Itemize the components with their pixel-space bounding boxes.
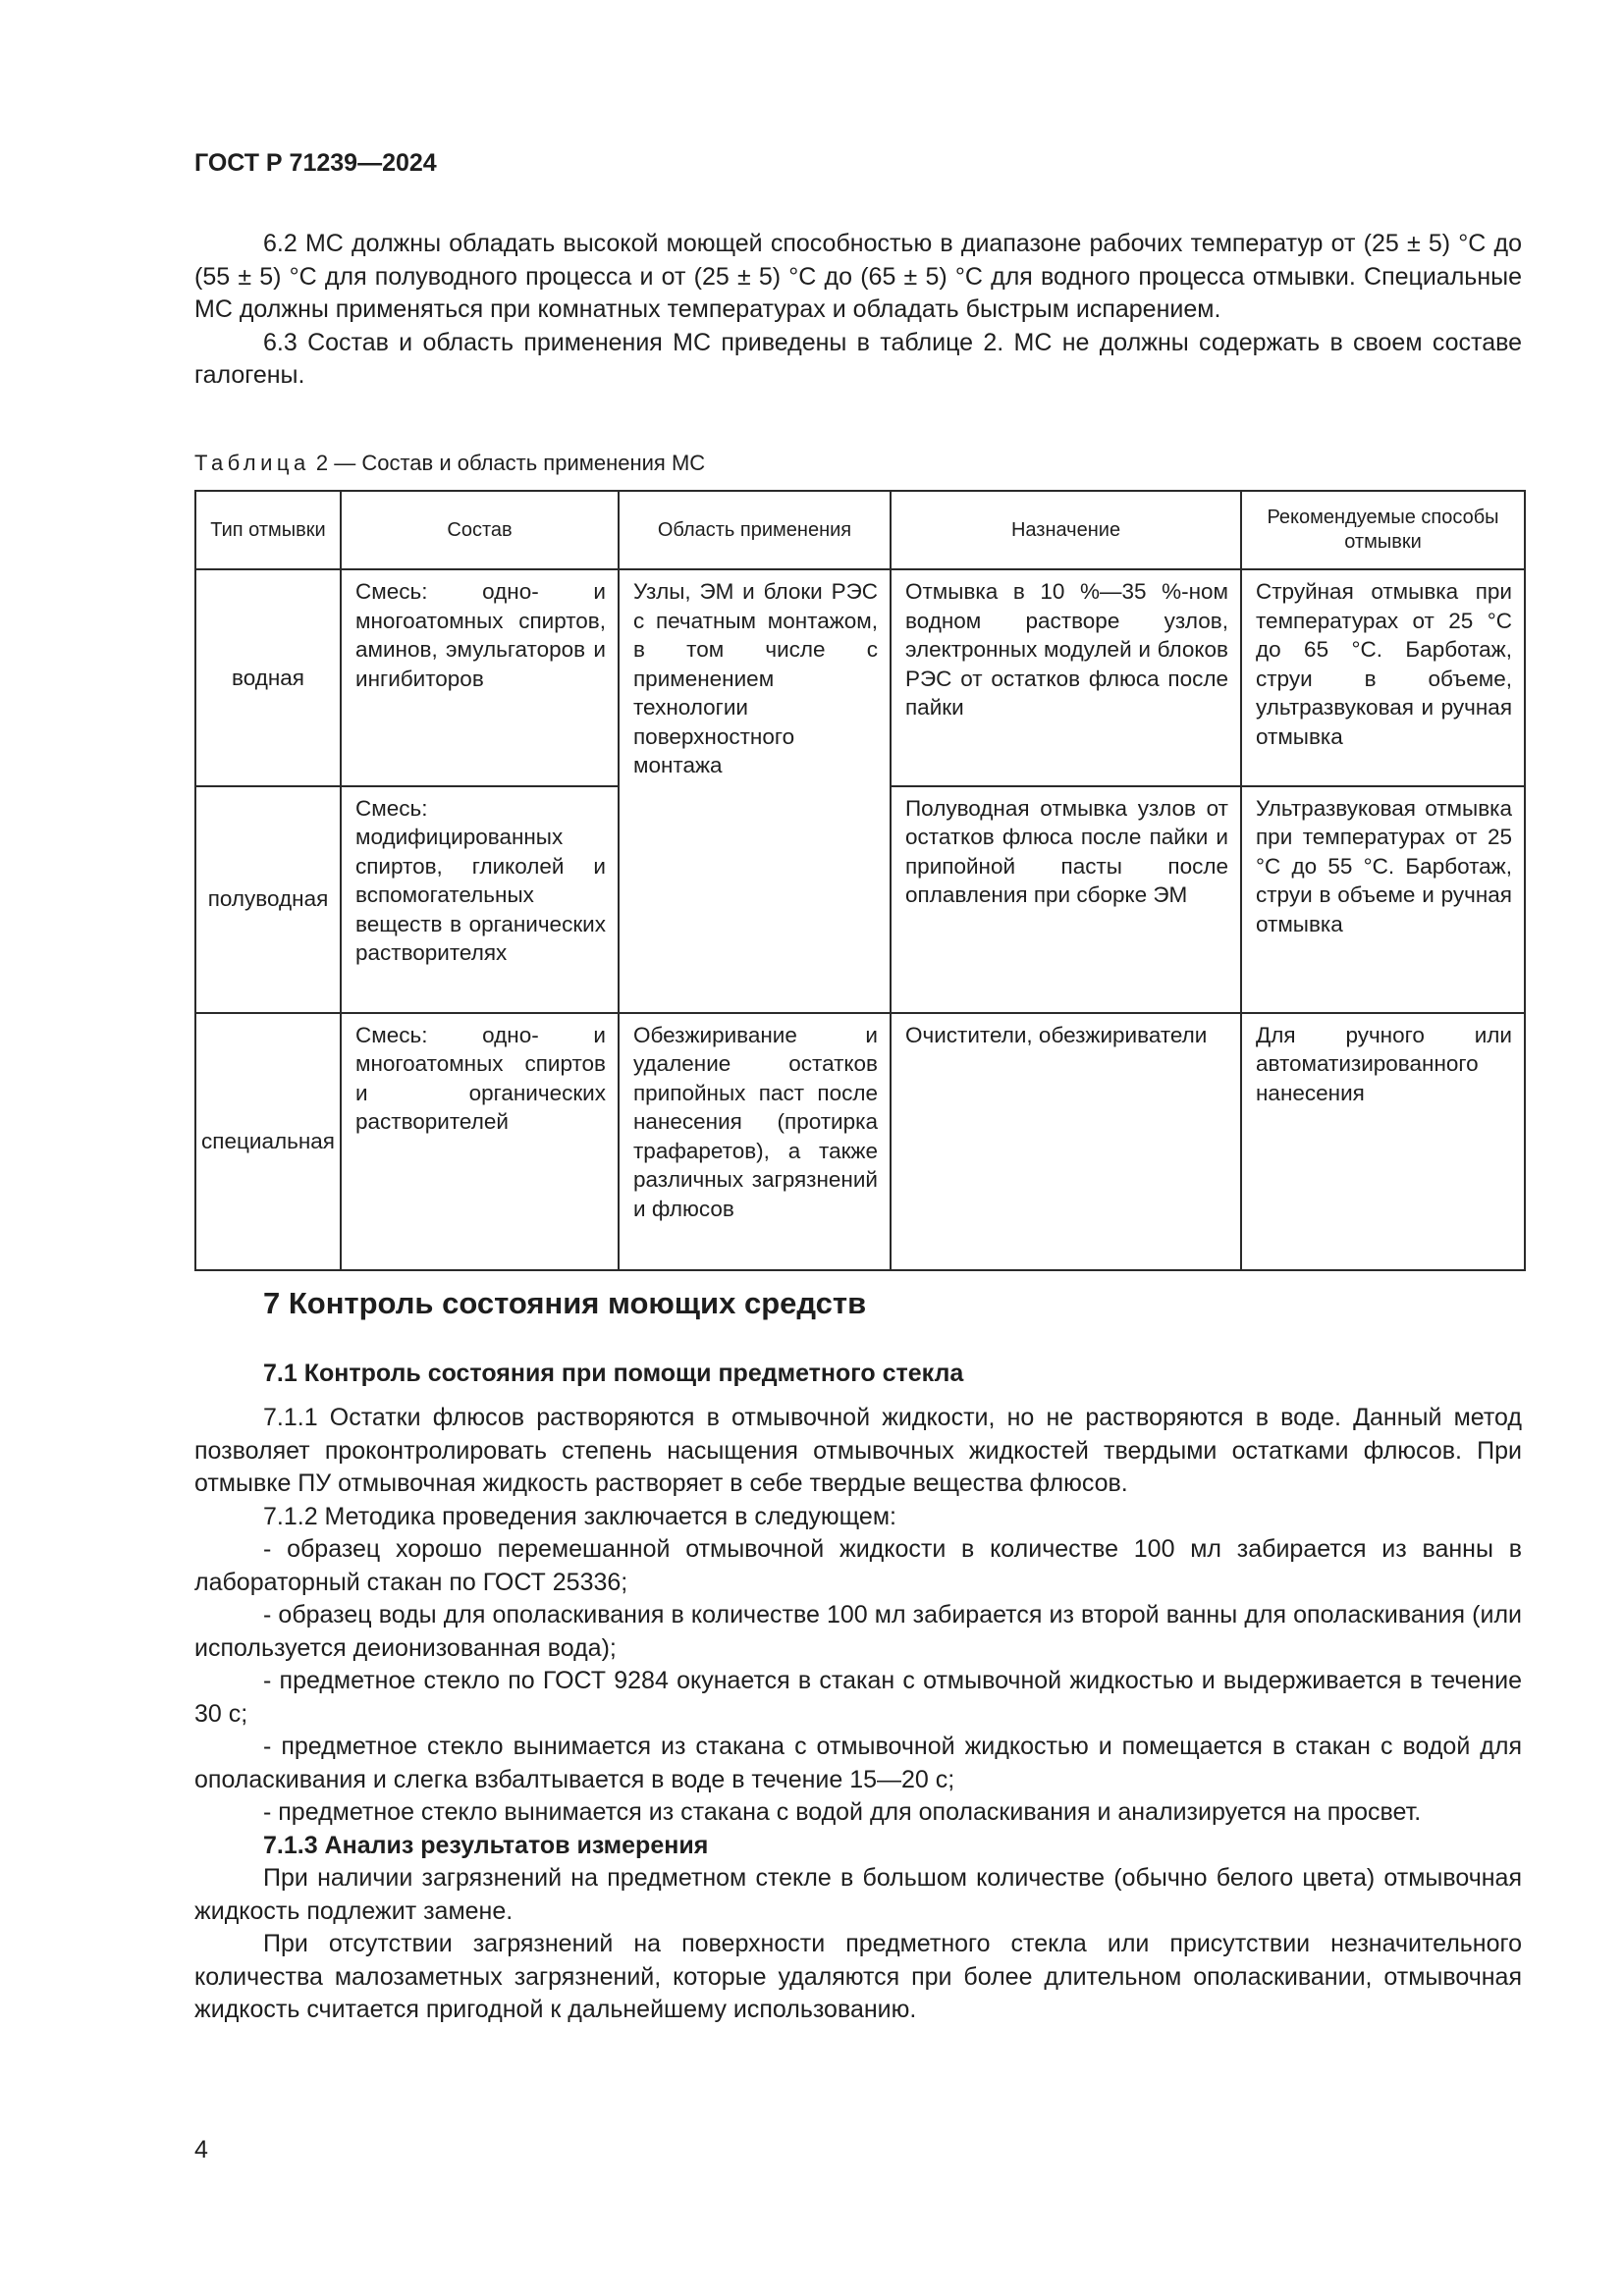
cell-composition: Смесь: одно- и многоатомных спиртов и органических растворителей	[341, 1013, 619, 1270]
cell-purpose: Полуводная отмывка узлов от остатков флюса после пайки и припойной пасты после оплавления при сборке ЭМ	[891, 786, 1241, 1013]
section-7-body	[194, 1402, 1522, 2027]
result-paragraph: При наличии загрязнений на предметном стекле в большом количестве (обычно белого цвета) отмывочная жидкость подлежит замене.	[194, 1864, 1522, 1925]
list-item: - образец воды для ополаскивания в количестве 100 мл забирается из второй ванны для ополаскивания (или используется деионизованная вода);	[194, 1601, 1522, 1662]
cell-methods: Для ручного или автоматизированного нанесения	[1241, 1013, 1525, 1270]
header-methods: Рекомендуемые способы отмывки	[1241, 491, 1525, 569]
intro-text	[194, 228, 1522, 393]
cell-application: Обезжиривание и удаление остатков припойных паст после нанесения (протирка трафаретов), а также различных загрязнений и флюсов	[619, 1013, 891, 1270]
cell-type: полуводная	[195, 786, 341, 1013]
subsection-title: 7.1 Контроль состояния при помощи предметного стекла	[263, 1360, 964, 1387]
cell-composition: Смесь: модифицированных спиртов, гликолей и вспомогательных веществ в органических растворителях	[341, 786, 619, 1013]
heading-7-1-3	[194, 1830, 1522, 1863]
cell-type: специальная	[195, 1013, 341, 1270]
header-application: Область применения	[619, 491, 891, 569]
paragraph-6-3: 6.3 Состав и область применения МС приведены в таблице 2. МС не должны содержать в своем составе галогены.	[194, 328, 1522, 389]
paragraph-7-1-2: 7.1.2 Методика проведения заключается в следующем:	[263, 1502, 896, 1530]
cell-methods: Ультразвуковая отмывка при температурах от 25 °C до 55 °C. Барботаж, струи в объеме и ручная отмывка	[1241, 786, 1525, 1013]
list-item: - предметное стекло вынимается из стакана с отмывочной жидкостью и помещается в стакан с водой для ополаскивания и слегка взбалтывается в воде в течение 15—20 с;	[194, 1733, 1522, 1793]
cell-purpose: Отмывка в 10 %—35 %-ном водном растворе узлов, электронных модулей и блоков РЭС от остатков флюса после пайки	[891, 569, 1241, 786]
table-caption-prefix: Таблица	[194, 451, 310, 475]
cell-composition: Смесь: одно- и многоатомных спиртов, аминов, эмульгаторов и ингибиторов	[341, 569, 619, 786]
cell-type: водная	[195, 569, 341, 786]
page-header: ГОСТ Р 71239—2024	[194, 149, 437, 177]
header-type: Тип отмывки	[195, 491, 341, 569]
table-row	[195, 1013, 1525, 1270]
cell-application: Узлы, ЭМ и блоки РЭС с печатным монтажом, в том числе с применением технологии поверхностного монтажа	[619, 569, 891, 786]
list-item: - предметное стекло вынимается из стакана с водой для ополаскивания и анализируется на просвет.	[263, 1798, 1422, 1826]
cell-methods: Струйная отмывка при температурах от 25 °C до 65 °C. Барботаж, струи в объеме, ультразвуковая и ручная отмывка	[1241, 569, 1525, 786]
list-item: - предметное стекло по ГОСТ 9284 окунается в стакан с отмывочной жидкостью и выдерживается в течение 30 с;	[194, 1667, 1522, 1728]
cell-purpose: Очистители, обезжириватели	[891, 1013, 1241, 1270]
cell-application-merged	[619, 786, 891, 1013]
table-header-row	[195, 491, 1525, 569]
paragraph-6-2: 6.2 МС должны обладать высокой моющей способностью в диапазоне рабочих температур от (25 ± 5) °C до (55 ± 5) °C для полуводного процесса и от (25 ± 5) °C до (65 ± 5) °C для водного процесса отмывки. Специальные МС должны применяться при комнатных температурах и обладать быстрым испарением.	[194, 230, 1522, 323]
paragraph-7-1-1: 7.1.1 Остатки флюсов растворяются в отмывочной жидкости, но не растворяются в воде. Данный метод позволяет проконтролировать степень насыщения отмывочных жидкостей твердыми остатками флюсов. При отмывке ПУ отмывочная жидкость растворяет в себе твердые вещества флюсов.	[194, 1404, 1522, 1497]
header-purpose: Назначение	[891, 491, 1241, 569]
list-item: - образец хорошо перемешанной отмывочной жидкости в количестве 100 мл забирается из ванны в лабораторный стакан по ГОСТ 25336;	[194, 1535, 1522, 1596]
table-row	[195, 569, 1525, 786]
result-paragraph: При отсутствии загрязнений на поверхности предметного стекла или присутствии незначительного количества малозаметных загрязнений, которые удаляются при более длительном ополаскивании, отмывочная жидкость считается пригодной к дальнейшему использованию.	[194, 1930, 1522, 2023]
table-row	[195, 786, 1525, 1013]
composition-table	[194, 490, 1526, 1271]
table-caption	[194, 451, 705, 476]
heading-7-1-3-text: 7.1.3 Анализ результатов измерения	[263, 1831, 709, 1859]
header-composition: Состав	[341, 491, 619, 569]
section-title: 7 Контроль состояния моющих средств	[263, 1286, 867, 1320]
table-caption-text: 2 — Состав и область применения МС	[309, 451, 706, 475]
page-number: 4	[194, 2136, 208, 2163]
